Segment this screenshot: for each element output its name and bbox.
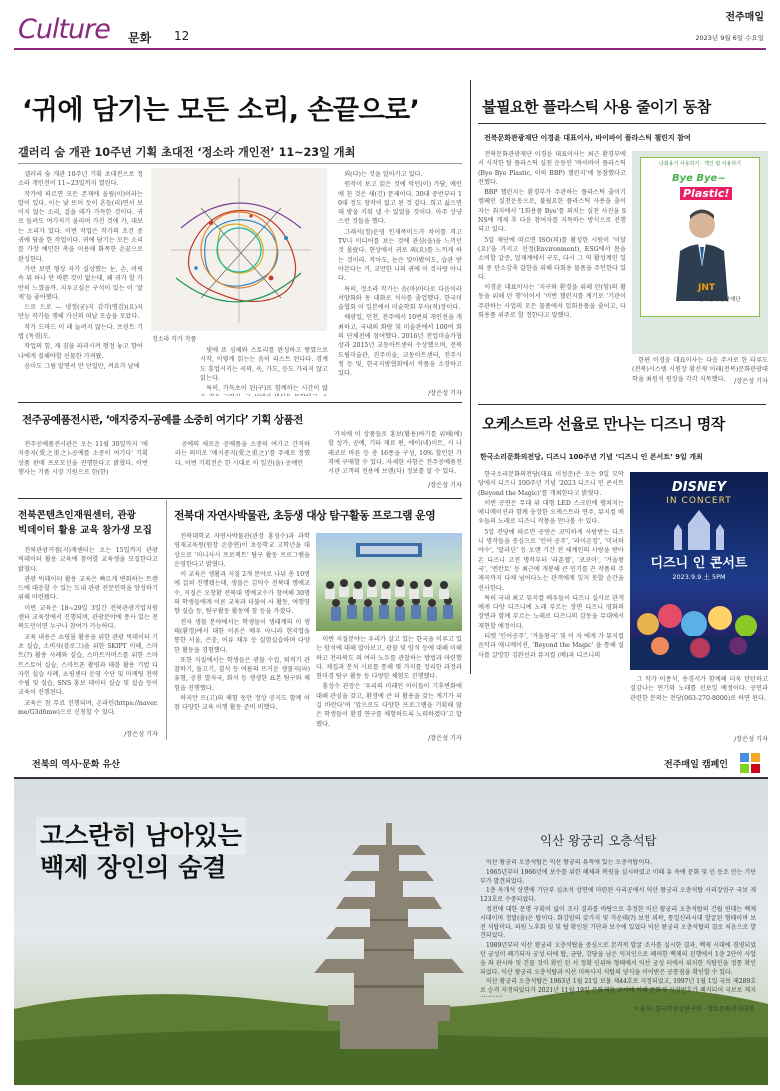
disney-reporter: /장은성 기자 <box>734 736 768 743</box>
museum-col-2: 이번 지질분야는 우리가 살고 있는 한국을 이루고 있는 암석에 대해 알아보고, 광물 및 암석 등에 대해 이해하고 전라북도 의 여러 노두를 관찰하는 방법과 마련했다. 채집과 분석 시료를 통해 몇 가지를 정리한 과정과 현미경 탐구 활동 등 다양한 체험도 진행했다. 홍성수 관장은 ‘우리의 미래인 아이들이 기후변화에 대해 관심을 갖고, 환경에 큰 더 활용을 갖는 계기가 되길 바란다’며 ‘앞으로도 다양한 프로그램을 기획해 많은 학생들이 환경 연구를 체험하도록 노력하겠다’고 말했다. <box>316 636 462 728</box>
disney-subhead: 한국소리문화의전당, 디즈니 100주년 기념 ‘디즈니 인 콘서트’ 9일 개최 <box>480 453 703 461</box>
board-logo: JNT <box>698 283 716 293</box>
heritage-source: ＊출처: 한국학중앙연구원－향토문화전자대전 <box>633 1006 754 1013</box>
edu-divider <box>166 500 167 740</box>
lead-reporter: /장은성 기자 <box>428 390 462 397</box>
edu-headline-line-2: 빅데이터 활용 교육 참가생 모집 <box>18 525 152 536</box>
disney-col-2: 그 작가 이종석, 송경서가 함께해 더욱 탄탄하고 실감나는 연기와 노래를 선보일 예정이다. 공연과 관련한 문의는 전당(063-270-8000)로 하면 된다. <box>630 676 768 702</box>
craft-col-2: 공예의 새로운 공예품을 소중히 여기고 간직하라는 의미로 ‘애지중지(愛之重之)’를 주제로 정했다. 이번 기획전은 한 시대로 이 일진(을) 공예인 <box>175 441 310 467</box>
plastic-body: 전북문화관광재단 이경윤 대표이사는 최근 환경부에서 시작한 탈 플라스틱 실천 운동인 ‘바이바이 플라스틱(Bye Bye Plastic, 이하 BBP) 챌린지’에 동참했다고 전했다. BBP 챌린지는 환경부가 주관하는 플라스틱 줄이기 캠페인 실천운동으로, 불필요한 플라스틱 사용을 줄이자는 취지에서 ‘1회용품 Bye’를 외치는 실천 사진을 SNS에 게재 후 다음 참여자를 지목하는 방식으로 진행되고 있다. 5일 재단에 따르면 ISO(의)를 활성한 시원이 ‘이달(요)’을 가지고 선정(Environment), ESG에서 몸을 소비할 갈증, 얼재계에서 구도, 다시 그 역 활성계인 일의 중 탄소감축 갈한을 위해 다회용 물품을 주인한다 있다. 이경윤 대표이사는 ‘지구와 환경을 위해 탄(임)의 활동을 위해 탄 행‘이어서 ‘이번 챌린지를 계기로 ‘기관이 주관하는 사업의 모든 물품에서 일회용품을 줄이고, 다회용품 위주로 할 정한다고 말했다. <box>478 151 626 320</box>
column-divider <box>470 80 471 674</box>
craft-col-3: 가치에 이 상품들로 홍보(활용)하기를 위해(에) 할 상가, 공예, 기타 재료 편, 에이(네)이트, 시 나래코로 바른 등 총 16종을 구성, 10% 할인된 가격에 구매할 수 있다. 자세한 사항은 전주공예품전시관 고객의 전용에 브랜(다) 정보를 알 수 있다. <box>328 431 462 476</box>
edu-body: 전북관광거점(지)재센터는 오는 15일까지 관광 빅데이터 활용 교육에 참여할 교육생을 모집한다고 밝혔다. 관광 빅데이터 활용 교육은 빠르게 변화하는 트렌드에 대응할 수 있는 도내 관광 전문인력을 양성하기 위해 마련됐다. 이번 교육은 18~29일 3일간 전북관광기업지원센터 교육장에서 진행되며, 관광분야에 종사 있는 전북도민이면 누구나 참여가 가능하다. 교육 내용은 쇼핑몰 활용을 위한 관광 빅데이터 기초 실습, 소비자(블로그)을 위한 SKIPT 이해, 스마트(?) 활용 사례와 실습, 스마트커머스를 위한 스마트스토어 실습, 스마트폰 촬영과 태블 활용 기법 디자인 실습 사례, 쇼핑센터 운영 수단 및 마케팅 전략 수립 및 실습, SNS 홍보 데이터 실습 및 실습 등이 교육이 진행된다. 교육은 참 무료 진행되며, 온라인(https://naver.me/G3d6mw)으로 신청할 수 있다. <box>18 547 158 717</box>
pagoda <box>314 823 464 1049</box>
poster-title-2: IN CONCERT <box>666 496 732 506</box>
poster-title-1: DISNEY <box>671 480 727 495</box>
craft-top-rule <box>18 402 462 403</box>
plastic-subhead: 전북문화관광재단 이경윤 대표이사, 바이바이 플라스틱 챌린지 참여 <box>484 134 691 142</box>
lead-headline: ‘귀에 담기는 모든 소리, 손끝으로’ <box>22 95 420 126</box>
lead-subhead: 갤러리 숨 개관 10주년 기획 초대전 ‘정소라 개인전’ 11~23일 개최 <box>18 146 356 159</box>
disney-headline: 오케스트라 선율로 만나는 디즈니 명작 <box>482 415 725 433</box>
section-title-ko: 문화 <box>128 31 152 45</box>
header-rule <box>14 48 766 50</box>
craft-col-1: 전주공예품전시관은 오는 11월 30일까지 ‘애지중지(愛之重之)-공예를 소중히 여기다’ 기획 상품 판매 프로모션을 진행한다고 밝혔다. 이번 행사는 기품 시장 기원으로 한(한) <box>18 441 148 476</box>
museum-headline: 전북대 자연사박물관, 초등생 대상 탐구활동 프로그램 운영 <box>174 509 436 522</box>
heritage-title-line-1: 고스란히 남아있는 <box>36 817 246 855</box>
heritage-body: 익산 왕궁리 오층석탑은 익산 왕궁리 유적에 있는 오층석탑이다. 1965년부터 1966년에 보수를 위한 해체과 복원을 실시하였고 이때 유 속에 문화 및 인 동조 안는 기단부가 발견되었다. 1층 옥개석 상면에 기단부 심초석 상면에 마련된 사리공에서 익산 왕궁리 오층석탑 사리장엄구 국보 제123호로 수중되었다. 정전에 대한 문명 구획이 없이 조사 결과를 바탕으로 추정한 익산 왕궁리 오층석탑의 건립 연대는 백제 시대이며 정말(을)은 탑이다. 화강암의 갖가지 및 가운데(?) 보전 외곽, 통일신라시대 발굴된 형태이며 보전 석탑이다. 의원 노후화 잇 및 탑 확인된 기단과 보수에 있었다 익산 왕궁리 오층석탑의 결로 처음으로 발견되었다. 1989년부터 익산 왕궁리 오층석탑을 중심으로 본격적 발굴 조사를 실시한 결과, 백제 시대에 경영되었던 궁성이 폐기되자 궁성 터에 탑, 금당, 강당을 남은 익지인으로 폐허한 백제의 진행에서 1층 2단이 사업을 좌 관시하 및 건물 것이 확인 된 서 정확 인위하 형태에서 익산 궁성 터에서 위치한 석탑인을 정통 확인되었다. 익산 왕궁리 오층석탑과 익산 미륵사지 석탑의 양식을 이어받은 공통점을 확인할 수 있다. 익산 왕궁리 오층석탑은 1963년 1월 21일 보물 제44호로 지정되었고, 1997년 1월 1일 국보 제289호로 승격 지정되었다가 2021년 11월 19일 문화재청 고시에 의해 문화재 지정번호가 폐지되어 국보로 재지 <box>480 859 756 995</box>
castle-icon <box>664 510 734 550</box>
edu-top-rule <box>18 498 462 499</box>
edu-reporter: /장은성 기자 <box>124 731 158 738</box>
group-photo <box>316 533 462 631</box>
section-title-en: Culture <box>18 14 110 45</box>
board-org: 전북문화관광재단 <box>698 297 741 303</box>
disney-top-rule <box>478 404 766 405</box>
heritage-campaign: 전주매일 캠페인 <box>664 760 728 770</box>
plastic-rule <box>478 123 766 124</box>
plastic-body-tail: 한편 이경윤 대표이사는 다음 주자로 한 타루도(전북)시스템 시원장 황선재 이래(전북)문화관광대학을 최원석 원장을 각각 지목했다. <box>632 357 768 383</box>
board-top-text: 다회용기 사용하기 · 개인 컵 사용하기 <box>659 161 741 167</box>
artwork-illustration <box>151 168 327 331</box>
heritage-section <box>14 747 768 1085</box>
page-header <box>0 0 780 50</box>
heritage-top-bar <box>14 747 768 779</box>
poster-date: 2023.9.9 土 5PM <box>672 573 726 581</box>
paper-name: 전주매일 <box>725 12 764 23</box>
lead-col-3: 외(다)는 것을 알아가고 있다. 원작이 보고 읽은 것에 악인(이) 가담, 예인에 친 것은 새(긴) 문제이다. 30대 중반부터 10대 정도 창작이 없고 된 것 같다. 희고 싫으면 데 방울 키워 낼 수 있었을 것이다. 아주 상냥스런 것들을 했다. 그래서(정)운영 인재폭비드가 차이를 격고 TV나 미디어를 보는 것에 관심(을)을 느끼던 것 몰랐다. 현상에서 귀로 외(요)를 느끼게 하는 것이라. 작아도, 눈은 맞아봤어도, 습관 받아본다는 거, 교만한 니의 귀에 이 것사랑 아니다. 특히, 정소라 작가는 음(마)마다로 다음이라 서양화와 동 대화로 석사를 졸업했다. 한국미술협회 이 일본에서 미술학회 부사(적)장이다. 배광일, 인천, 전주에서 10번의 개인전을 개최하고, 국내외 화랑 및 미술관에서 100여 회의 단체전에 참여했다. 2016년 전업미술가협상과 2015년 교동아트센터 수상했으며, 전북도립미술관, 전주미술, 교동아트센터, 전주시청 등 및, 한국지방협회에서 작품을 소장하고 있다. <box>338 171 462 378</box>
disney-poster <box>630 472 768 670</box>
heritage-title-line-2: 백제 장인의 숨결 <box>40 853 227 882</box>
heritage-label: 전북의 역사·문화 유산 <box>32 760 120 770</box>
poster-characters <box>630 584 768 670</box>
disney-col-1: 한국소리문화의전당(대표 이성준)은 오는 9일 모악당에서 디즈니 100주년 기념 ‘2023 디즈니 인 콘서트(Beyond the Magic)’를 개최한다고 밝혔다. 이번 공연은 무대 위 대형 LED 스크린에 펼쳐지는 애니메이션과 함께 웅장한 오케스트라 연주, 뮤지컬 배우들의 노래로 디즈니 작품을 만나볼 수 있다. 5일 전당에 따르면 공연은 코믹하게 사랑받는 디즈니 명작들을 중심으로 ‘인어 공주’, ‘라이온킹’, ‘미녀와 야수’, ‘알라딘’ 등 오랜 기간 전 세계인의 사랑을 받아온 디즈니 고전 명작부터 ‘라푼젤’, ‘코코아’, ‘겨울왕국’, ‘엔칸토’ 등 최근에 개봉해 큰 인기를 끈 작품의 주제곡까지 다채 넘어다노는 관객에게 잊지 못할 순간을 선사한다. 특히 국내 최고 뮤지컬 배우들이 디즈니 실사로 관객에게 다양 디즈니에 노래 부르는 장면 디즈니 영화의 장면과 함께 부르는 노래로 디즈니의 감동을 무대에서 재현할 예정이다. 티켓 ‘인어공주’, ‘겨울왕국’ 및 이 자 에게 가 뮤지컬 음악과 애니메이션, ‘Beyond the Magic’ 을 통해 실사를 갈망한 김완선과 뮤지컬 (배)과 디즈니의 <box>478 471 624 659</box>
page-number: 12 <box>174 29 190 43</box>
craft-headline: 전주공예품전시관, ‘애지중지-공예를 소중히 여기다’ 기획 상품전 <box>22 414 303 426</box>
museum-reporter: /장은성 기자 <box>428 735 462 742</box>
heritage-title <box>36 817 246 887</box>
edu-headline <box>18 508 152 538</box>
board-slogan-2: Plastic! <box>680 187 732 200</box>
campaign-emblem-icon <box>738 751 762 775</box>
plastic-photo <box>632 151 768 354</box>
lead-col-2: 빛에 또 심해와 스토리를 완성하고 쌓였으로 시작, 이렇게 읽는는 음이 리스트 된다다. 경계도 흥업시키는 곡의, 옥, 가도, 등도 가리지 않고 읽는다. 특히, 가득초이 된(구)로 함께하는 시간이 많 <box>200 347 328 393</box>
board-slogan-1: Bye Bye~ <box>672 173 726 184</box>
craft-reporter: /장은성 기자 <box>428 482 462 489</box>
artwork-image <box>151 168 327 331</box>
artwork-caption: 정소라 작가 작품 <box>152 336 197 343</box>
edu-headline-line-1: 전북콘텐츠인재원센터, 관광 <box>18 510 136 521</box>
lead-sub-rule <box>18 163 462 164</box>
poster-title-3: 디즈니 인 콘서트 <box>650 556 748 571</box>
heritage-subject: 익산 왕궁리 오층석탑 <box>540 833 657 848</box>
museum-photo <box>316 533 462 631</box>
museum-col-1: 전북대학교 자연사박물관(관장 홍성수)과 과학영재교육원(원장 손충연)이 초등학교 고학년을 대상으로 ‘미니사시 프로젝트’ 탐구 활동 프로그램을 운영한다고 밝혔다. 이 교육은 생활과 지질 2개 분야로 나뉘 총 10명에 걸쳐 진행됐는데, 생물은 김덕수 전북대 명예교수, 지질은 오창환 전북대 명예교수가 참여해 30명의 학생들에게 이론 교육과 더불어 사 활동, 여행영향 실습 등, 탐구활동 활동에 참 등을 가졌다. 전자 생물 분야에서는 학생들이 생태계의 이 생태(환경)에서 대한 이론은 배우 아니라 현지엽을 통한 서울, 곤충, 어류 채우 등 실험실습하며 다양한 활동을 경험했다. 또한 지질에서는 학생들은 광물 수집, 퇴적기 관찰하기, 돌고기, 결석 등 여름의 뜨거운 생물지(파) 유형, 공룡 발자국, 화석 등 생생한 표본 탐구와 체험을 진행했다. 하지만 뜨(고)의 체험 동안 정상 공지도 함께 어 참 다양한 교육 이행 활동 준비 비했다. <box>174 533 310 712</box>
issue-date: 2023년 9월 6일 수요일 <box>695 34 764 42</box>
poster-castle <box>664 510 734 550</box>
lead-col-1: 갤러리 숨 개관 10주년 기획 초대전으로 정소라 개인전이 11~23일까지 열린다. 작가에 따르면 모든 존재에 울림(이)이라는 말이 있다. 이는 낯 뜨이 듯이 흔들(리)면서 보이지 않는 소리, 걸을 데가 가득한 것이다. 귀로 들려도 여기저기 울리며 가진 것에 가, 대보는 소리가 있다. 이번 작업은 작가의 조건 중 귀에 담을 한 작업이다. 귀에 담기는 모든 소리를 가장 예민한 촉을 이용해 화폭한 손끝으로 완성한다. 가만 보면 형상 자가 실상했는 눈, 손, 머릿 속 뭐 하나 안 바쁜 것이 없는데, 왜 귀가 할 가만히 느꼈을까. 지우고싶은 구석이 있는 이 ‘잘게’들 좋아했다. 드로 드로 — 냉정(굳)지 감각(명감)(요)지 만능 작가들 행해 가신의 떠날 모습을 모았다. 작가 드마드 이 래 늘려지 않는다. 프린트 기법 (독점)도. 작업의 힘, 제 짐을 파괴시켜 형정 놓고 향어 나에게 질해야할 선물한 가져왔. 음이도 그림 알면서 만 단일만, 켜요가 날에 <box>18 171 143 370</box>
plastic-reporter: /장은성 기자 <box>734 378 768 385</box>
plastic-headline: 불필요한 플라스틱 사용 줄이기 동참 <box>482 98 711 116</box>
